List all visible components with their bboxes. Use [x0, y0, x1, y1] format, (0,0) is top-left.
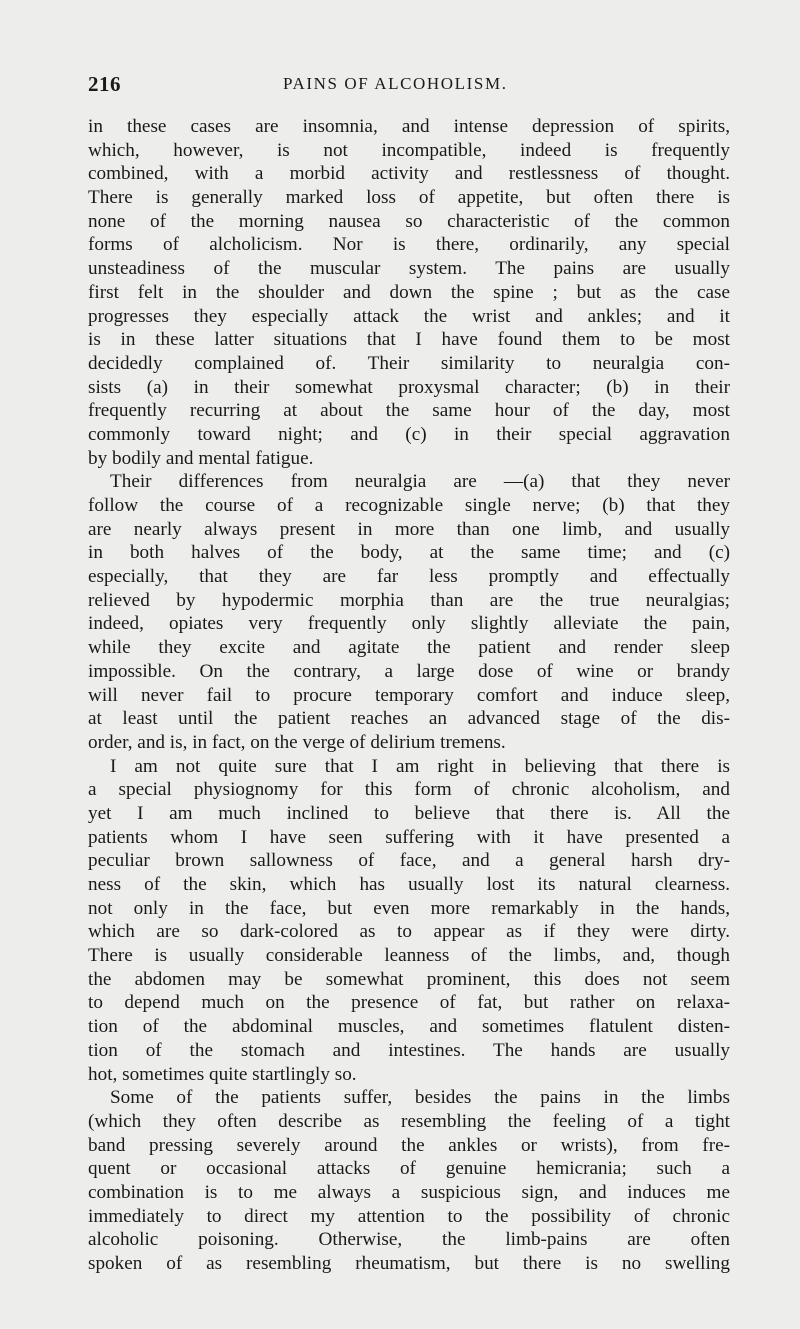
text-line: the abdomen may be somewhat prominent, this does not seem	[88, 968, 730, 990]
text-line: hot, sometimes quite startlingly so.	[88, 1063, 357, 1085]
text-line: forms of alcholicism. Nor is there, ordinarily, any special	[88, 234, 730, 256]
text-line: (which they often describe as resembling the feeling of a tight	[88, 1110, 730, 1132]
text-line: commonly toward night; and (c) in their special aggravation	[88, 423, 730, 445]
text-line: at least until the patient reaches an advanced stage of the dis-	[88, 708, 730, 730]
text-line: immediately to direct my attention to the possibility of chronic	[88, 1205, 730, 1227]
running-head: PAINS OF ALCOHOLISM.	[283, 74, 508, 93]
text-line: unsteadiness of the muscular system. The pains are usually	[88, 258, 730, 280]
text-line: a special physiognomy for this form of chronic alcoholism, and	[88, 779, 730, 801]
text-line: none of the morning nausea so characteristic of the common	[88, 210, 730, 232]
text-line: which are so dark-colored as to appear as if they were dirty.	[88, 921, 730, 943]
text-line: in both halves of the body, at the same time; and (c)	[88, 542, 730, 564]
page-number: 216	[88, 72, 121, 96]
text-line: band pressing severely around the ankles or wrists), from fre-	[88, 1134, 730, 1156]
text-line: combination is to me always a suspicious sign, and induces me	[88, 1181, 730, 1203]
text-line: while they excite and agitate the patient and render sleep	[88, 637, 730, 659]
text-line: by bodily and mental fatigue.	[88, 447, 314, 469]
page-header	[88, 72, 728, 102]
text-line: combined, with a morbid activity and restlessness of thought.	[88, 163, 730, 185]
text-line: There is generally marked loss of appetite, but often there is	[88, 187, 730, 209]
text-line: spoken of as resembling rheumatism, but there is no swelling	[88, 1253, 730, 1274]
text-line: tion of the stomach and intestines. The hands are usually	[88, 1039, 730, 1061]
text-line: order, and is, in fact, on the verge of delirium tremens.	[88, 731, 506, 753]
text-line: alcoholic poisoning. Otherwise, the limb-pains are often	[88, 1229, 730, 1251]
text-line: decidedly complained of. Their similarity to neuralgia con-	[88, 352, 730, 374]
text-line: frequently recurring at about the same hour of the day, most	[88, 400, 730, 422]
text-line: to depend much on the presence of fat, but rather on relaxa-	[88, 992, 730, 1014]
text-line: indeed, opiates very frequently only slightly alleviate the pain,	[88, 613, 730, 635]
text-line: yet I am much inclined to believe that there is. All the	[88, 802, 730, 824]
text-line: are nearly always present in more than one limb, and usually	[88, 518, 730, 540]
text-line: will never fail to procure temporary comfort and induce sleep,	[88, 684, 730, 706]
text-line: Their differences from neuralgia are —(a) that they never	[110, 471, 730, 493]
text-line: tion of the abdominal muscles, and sometimes flatulent disten-	[88, 1016, 730, 1038]
text-line: quent or occasional attacks of genuine hemicrania; such a	[88, 1158, 730, 1180]
text-line: sists (a) in their somewhat proxysmal character; (b) in their	[88, 376, 730, 398]
text-line: first felt in the shoulder and down the spine ; but as the case	[88, 281, 730, 303]
text-line: ness of the skin, which has usually lost its natural clearness.	[88, 874, 730, 895]
text-line: is in these latter situations that I have found them to be most	[88, 329, 730, 351]
text-line: follow the course of a recognizable single nerve; (b) that they	[88, 495, 730, 516]
text-line: progresses they especially attack the wrist and ankles; and it	[88, 305, 730, 327]
text-line: peculiar brown sallowness of face, and a general harsh dry-	[88, 850, 730, 872]
body-text	[88, 115, 730, 1276]
text-line: I am not quite sure that I am right in believing that there is	[110, 755, 730, 777]
text-line: There is usually considerable leanness of the limbs, and, though	[88, 945, 730, 967]
text-line: patients whom I have seen suffering with it have presented a	[88, 826, 730, 848]
text-line: relieved by hypodermic morphia than are the true neuralgias;	[88, 589, 730, 611]
text-line: which, however, is not incompatible, indeed is frequently	[88, 139, 730, 161]
text-line: not only in the face, but even more remarkably in the hands,	[88, 897, 730, 919]
text-line: in these cases are insomnia, and intense depression of spirits,	[88, 116, 730, 137]
text-line: especially, that they are far less promptly and effectually	[88, 566, 730, 588]
text-line: impossible. On the contrary, a large dose of wine or brandy	[88, 660, 730, 682]
text-line: Some of the patients suffer, besides the pains in the limbs	[110, 1087, 730, 1109]
